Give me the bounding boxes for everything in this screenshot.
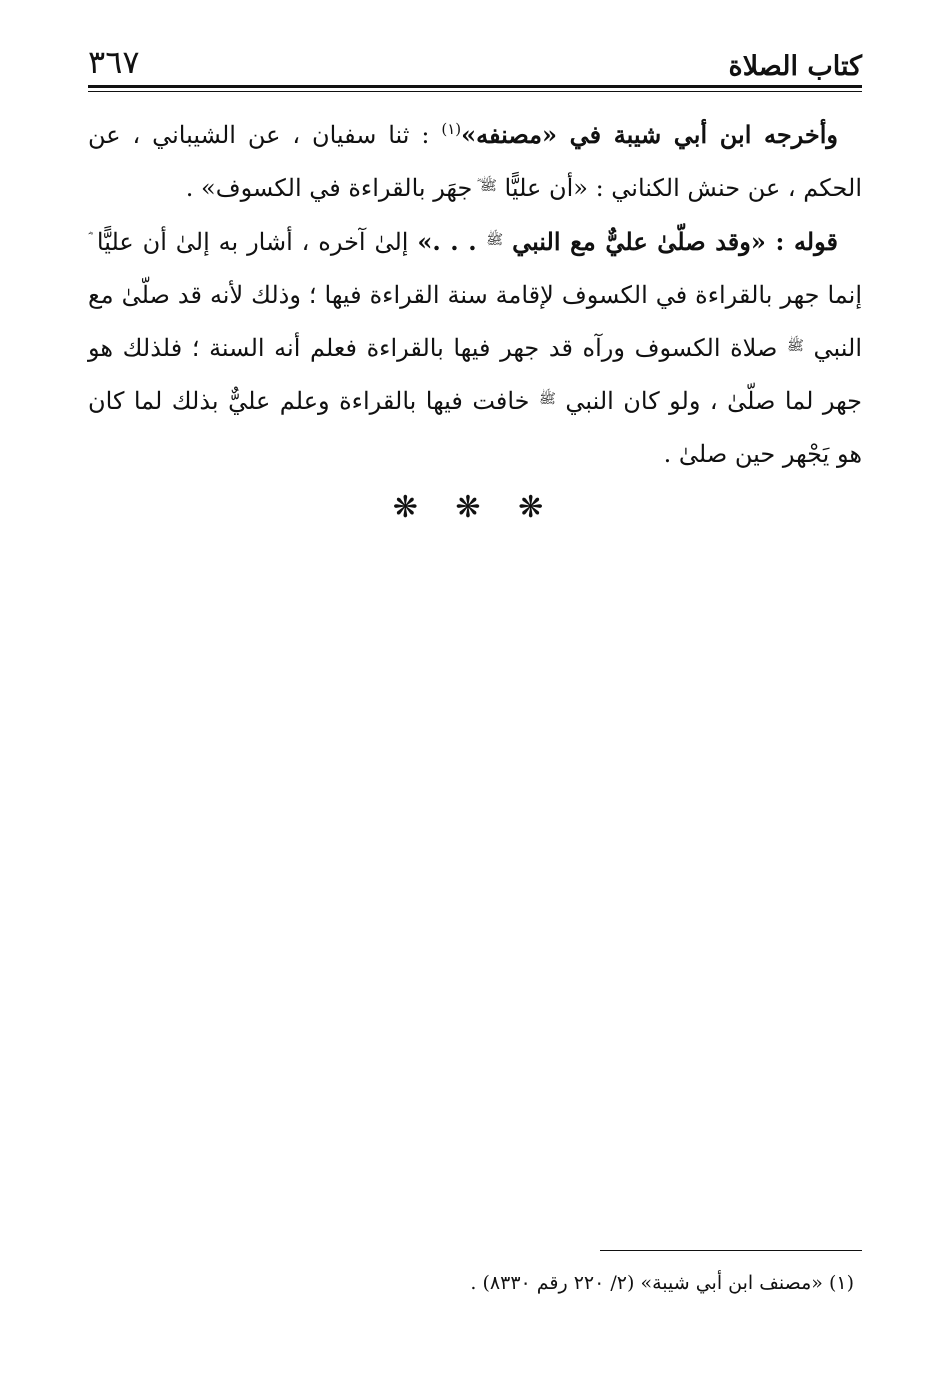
paragraph-1 xyxy=(88,108,862,215)
paragraph-2-text-a: إلىٰ آخره ، أشار به إلىٰ أن عليًّا xyxy=(88,228,418,256)
footnote-reference[interactable]: (١) xyxy=(441,120,462,138)
paragraph-1-text-a: : ثنا سفيان ، عن الشيباني ، عن الحكم ، عن حنش الكناني : «أن عليًّا xyxy=(88,121,862,202)
footnote-marker: (١) xyxy=(828,1272,854,1294)
footnote-text: «مصنف ابن أبي شيبة» (٢/ ٢٢٠ رقم ٨٣٣٠) . xyxy=(470,1272,829,1294)
paragraph-1-lead: وأخرجه ابن أبي شيبة في «مصنفه» xyxy=(461,120,838,149)
paragraph-2 xyxy=(88,215,862,481)
honorific-mark: ﷺ xyxy=(538,391,556,407)
paragraph-2-text-d: خافت فيها بالقراءة وعلم عليٌّ بذلك لما كان هو يَجْهر حين صلىٰ . xyxy=(88,387,862,468)
honorific-mark: ﷺ xyxy=(786,338,804,354)
page-number: ٣٦٧ xyxy=(88,43,140,81)
honorific-mark: ﷺ‬ؓ xyxy=(479,178,497,194)
chapter-title: كتاب الصلاة xyxy=(728,51,862,82)
footnote-1 xyxy=(88,1266,854,1300)
paragraph-2-text-b: إنما جهر بالقراءة في الكسوف لإقامة سنة القراءة فيها ؛ وذلك لأنه قد صلّىٰ مع النبي xyxy=(88,281,862,362)
footnote-separator xyxy=(600,1250,862,1251)
section-ornament: ❋ ❋ ❋ xyxy=(392,490,558,525)
paragraph-2-text-c: صلاة الكسوف ورآه قد جهر فيها بالقراءة فعلم أنه السنة ؛ فلذلك هو جهر لما صلّىٰ ، ولو كان النبي xyxy=(88,334,862,415)
header-rule-thick xyxy=(88,85,862,88)
body-text xyxy=(88,108,862,481)
paragraph-2-lead-end: . . .» xyxy=(417,227,487,256)
paragraph-1-text-b: جهَر بالقراءة في الكسوف» . xyxy=(185,174,480,202)
running-header xyxy=(88,40,862,84)
honorific-mark: ﷺ xyxy=(486,232,504,248)
header-rule-thin xyxy=(88,91,862,92)
paragraph-2-lead: قوله : «وقد صلّىٰ عليٌّ مع النبي xyxy=(512,227,838,256)
